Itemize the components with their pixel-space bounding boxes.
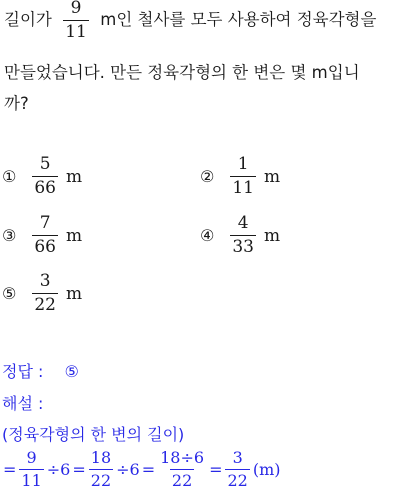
choice-unit: m [65, 166, 83, 187]
fraction-numerator: 18÷6 [160, 448, 205, 467]
divide-term: ÷6 [116, 460, 140, 479]
calc-fraction-2 [89, 450, 113, 489]
equals-sign: = [72, 460, 86, 479]
choice-3[interactable] [2, 215, 82, 256]
choice-unit: m [263, 225, 281, 246]
calc-fraction-3 [158, 450, 206, 489]
choice-fraction [230, 215, 256, 256]
calc-fraction-1 [19, 450, 43, 489]
choice-fraction [32, 215, 58, 256]
fraction-numerator: 9 [26, 448, 37, 467]
choice-mark: ⑤ [2, 284, 17, 303]
fraction-numerator: 9 [70, 0, 82, 18]
choice-5[interactable] [2, 273, 82, 314]
choice-fraction [32, 156, 58, 197]
question-prefix: 길이가 [4, 10, 52, 29]
fraction-denominator: 11 [21, 471, 42, 490]
fraction-denominator: 22 [227, 471, 248, 490]
explanation-label: 해설 : [2, 394, 44, 413]
fraction-numerator: 4 [237, 213, 249, 233]
equals-sign: = [209, 460, 223, 479]
fraction-denominator: 22 [90, 471, 112, 490]
fraction-numerator: 1 [237, 154, 249, 174]
question-line-1 [4, 0, 376, 41]
choice-4[interactable] [200, 215, 280, 256]
choice-mark: ② [200, 167, 215, 186]
fraction-denominator: 22 [34, 295, 56, 315]
choice-fraction [230, 156, 256, 197]
fraction-denominator: 66 [34, 237, 56, 257]
fraction-denominator: 11 [65, 22, 87, 42]
fraction-numerator: 3 [39, 271, 51, 291]
fraction-numerator: 18 [90, 448, 112, 467]
fraction-denominator: 22 [171, 471, 193, 490]
explanation-title: (정육각형의 한 변의 길이) [2, 425, 185, 444]
choice-unit: m [65, 283, 83, 304]
fraction-denominator: 66 [34, 178, 56, 198]
fraction-denominator: 33 [232, 237, 254, 257]
question-line-2: 만들었습니다. 만든 정육각형의 한 변은 몇 m입니 [4, 63, 360, 82]
fraction-numerator: 3 [232, 448, 243, 467]
question-line-3: 까? [4, 94, 29, 113]
equals-sign: = [3, 460, 17, 479]
choice-mark: ④ [200, 226, 215, 245]
choice-2[interactable] [200, 156, 280, 197]
choice-unit: m [263, 166, 281, 187]
question-fraction [63, 0, 89, 41]
unit-label: (m) [252, 460, 281, 479]
equals-sign: = [141, 460, 156, 479]
fraction-numerator: 5 [39, 154, 51, 174]
choice-1[interactable] [2, 156, 82, 197]
calculation-line [2, 450, 282, 489]
fraction-denominator: 11 [232, 178, 254, 198]
fraction-numerator: 7 [39, 213, 51, 233]
answer-value: ⑤ [64, 362, 79, 381]
choice-unit: m [65, 225, 83, 246]
question-suffix: m인 철사를 모두 사용하여 정육각형을 [100, 10, 377, 29]
choice-mark: ① [2, 167, 17, 186]
answer-label: 정답 : [2, 362, 44, 381]
divide-term: ÷6 [46, 460, 71, 479]
choice-fraction [32, 273, 58, 314]
calc-fraction-4 [225, 450, 249, 489]
choice-mark: ③ [2, 226, 17, 245]
answer-line [2, 359, 79, 382]
